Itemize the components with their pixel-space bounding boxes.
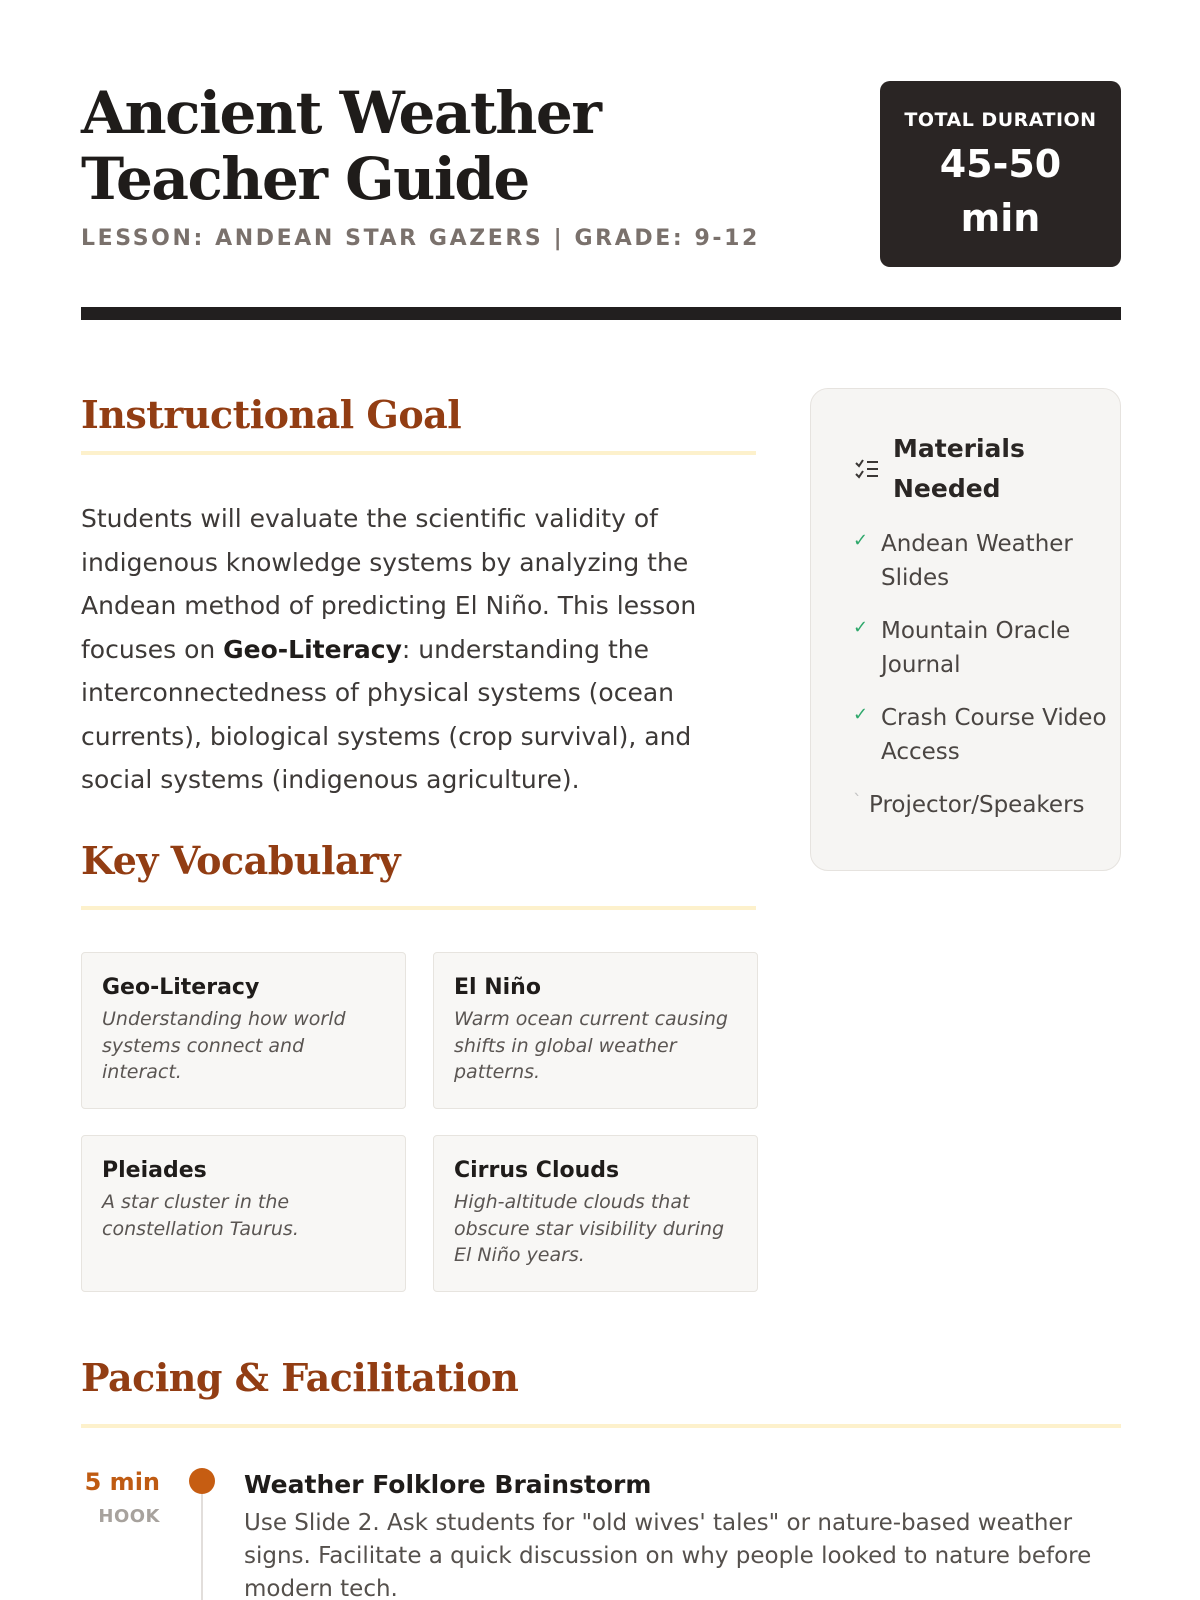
materials-title: Materials Needed: [893, 434, 1025, 503]
material-label: Mountain Oracle Journal: [881, 618, 1071, 678]
timeline-dot: [189, 1468, 215, 1494]
step-duration: 5 min: [84, 1468, 160, 1496]
material-label: Projector/Speakers: [869, 792, 1085, 818]
lesson-subtitle: LESSON: ANDEAN STAR GAZERS | GRADE: 9-12: [81, 226, 760, 251]
check-icon: ✓: [853, 617, 869, 638]
vocab-card: [81, 1135, 406, 1292]
vocab-card: [433, 1135, 758, 1292]
faint-check-icon: ˋ: [853, 791, 862, 812]
goal-text-before: Students will evaluate the scientific validity of indigenous knowledge systems by analyzing the Andean method of predicting El Niño. This lesson focuses on: [81, 504, 697, 664]
vocab-term: Cirrus Clouds: [454, 1158, 620, 1183]
material-label: Crash Course Video Access: [881, 705, 1107, 765]
instructional-goal-text: [81, 497, 731, 802]
page-title: Ancient Weather Teacher Guide: [81, 79, 601, 213]
vocab-definition: High-altitude clouds that obscure star visibility during El Niño years.: [454, 1191, 725, 1266]
vocab-term: Pleiades: [102, 1158, 207, 1183]
vocab-definition: Understanding how world systems connect and interact.: [102, 1008, 346, 1083]
vocab-definition: A star cluster in the constellation Taurus.: [102, 1191, 299, 1240]
vocab-term: El Niño: [454, 975, 541, 1000]
goal-text-after: : understanding the interconnectedness of physical systems (ocean currents), biological systems (crop survival), and social systems (indigenous agriculture).: [81, 634, 692, 794]
vocabulary-heading-rule: [81, 906, 756, 910]
vocab-card: [433, 952, 758, 1109]
materials-list: [853, 527, 1108, 841]
duration-label: TOTAL DURATION: [904, 109, 1097, 131]
total-duration-badge: [880, 81, 1121, 267]
check-icon: ✓: [853, 704, 869, 725]
pacing-heading-rule: [81, 1424, 1121, 1428]
materials-header: [853, 429, 1093, 509]
pacing-heading: Pacing & Facilitation: [81, 1355, 519, 1400]
goal-heading-rule: [81, 451, 756, 455]
timeline-line: [201, 1494, 203, 1600]
header-divider: [81, 307, 1121, 320]
check-icon: ✓: [853, 530, 869, 551]
key-vocabulary-heading: Key Vocabulary: [81, 838, 401, 883]
materials-panel: [810, 388, 1121, 871]
step-title: Weather Folklore Brainstorm: [244, 1470, 652, 1499]
checklist-icon: [853, 455, 881, 483]
instructional-goal-heading: Instructional Goal: [81, 392, 462, 437]
duration-value: 45-50 min: [939, 142, 1062, 240]
material-label: Andean Weather Slides: [881, 531, 1073, 591]
material-item: [853, 788, 1108, 822]
material-item: [853, 701, 1108, 769]
step-description: Use Slide 2. Ask students for "old wives' tales" or nature-based weather signs. Facilitate a quick discussion on why people looked to nature before modern tech.: [244, 1510, 1092, 1600]
vocab-card: [81, 952, 406, 1109]
vocab-term: Geo-Literacy: [102, 975, 260, 1000]
vocab-definition: Warm ocean current causing shifts in global weather patterns.: [454, 1008, 728, 1083]
material-item: [853, 527, 1108, 595]
pacing-step: [244, 1470, 1124, 1600]
pacing-step-time: [84, 1468, 160, 1527]
step-tag: HOOK: [98, 1506, 160, 1527]
material-item: [853, 614, 1108, 682]
goal-text-bold: Geo-Literacy: [223, 634, 402, 664]
